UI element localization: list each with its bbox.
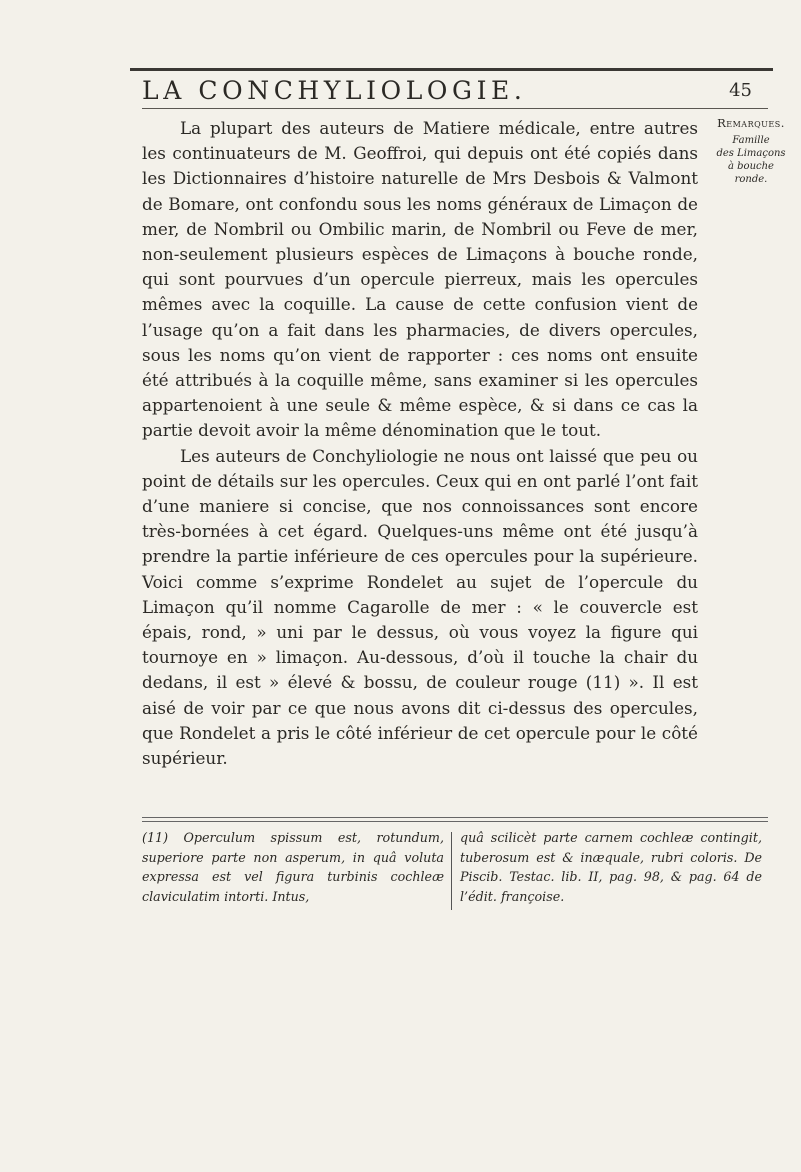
page-header [142,76,762,104]
footnote-rule-double [142,821,768,822]
margin-note-line: ronde. [734,174,768,185]
margin-note [703,117,799,186]
page-number: 45 [729,80,752,101]
running-title: LA CONCHYLIOLOGIE. [142,76,527,105]
margin-note-line: des Limaçons [716,148,786,159]
header-top-rule [130,68,773,71]
margin-note-heading: Remarques. [717,116,785,130]
footnote-column-divider [451,832,452,910]
margin-note-line: Famille [732,135,770,146]
footnote-left-column: (11) Operculum spissum est, rotundum, superiore parte non asperum, in quâ voluta expressa est vel figura turbinis cochleæ claviculatim intorti. Intus, [142,830,444,904]
footnote-right-column: quâ scilicèt parte carnem cochleæ contingit, tuberosum est & inæquale, rubri coloris. De Piscib. Testac. lib. II, pag. 98, & pag. 64 de l’édit. françoise. [460,830,762,904]
paragraph-1: La plupart des auteurs de Matiere médicale, entre autres les continuateurs de M. Geoffroi, qui depuis ont été copiés dans les Dictionnaires d’histoire naturelle de Mrs Desbois & Valmont de Bomare, ont confondu sous les noms généraux de Limaçon de mer, de Nombril ou Ombilic marin, de Nombril ou Feve de mer, non-seulement plusieurs espèces de Limaçons à bouche ronde, qui sont pourvues d’un opercule pierreux, mais les opercules mêmes avec la coquille. La cause de cette confusion vient de l’usage qu’on a fait dans les pharmacies, de divers opercules, sous les noms qu’on vient de rapporter : ces noms ont ensuite été attribués à la coquille même, sans examiner si les opercules appartenoient à une seule & même espèce, & si dans ce cas la partie devoit avoir la même dénomination que le tout. [142,118,698,441]
header-bottom-rule [142,108,768,109]
margin-note-line: à bouche [728,161,774,172]
paragraph-2: Les auteurs de Conchyliologie ne nous ont laissé que peu ou point de détails sur les opercules. Ceux qui en ont parlé l’ont fait d’une maniere si concise, que nos connoissances sont encore très-bornées à cet égard. Quelques-uns même ont été jusqu’à prendre la partie inférieure de ces opercules pour la supérieure. Voici comme s’exprime Rondelet au sujet de l’opercule du Limaçon qu’il nomme Cagarolle de mer : « le couvercle est épais, rond, » uni par le dessus, où vous voyez la figure qui tournoye en » limaçon. Au-dessous, d’où il touche la chair du dedans, il est » élevé & bossu, de couleur rouge (11) ». Il est aisé de voir par ce que nous avons dit ci-dessus des opercules, que Rondelet a pris le côté inférieur de cet opercule pour le côté supérieur. [142,445,698,769]
main-text [142,116,698,771]
footnote-rule [142,817,768,818]
